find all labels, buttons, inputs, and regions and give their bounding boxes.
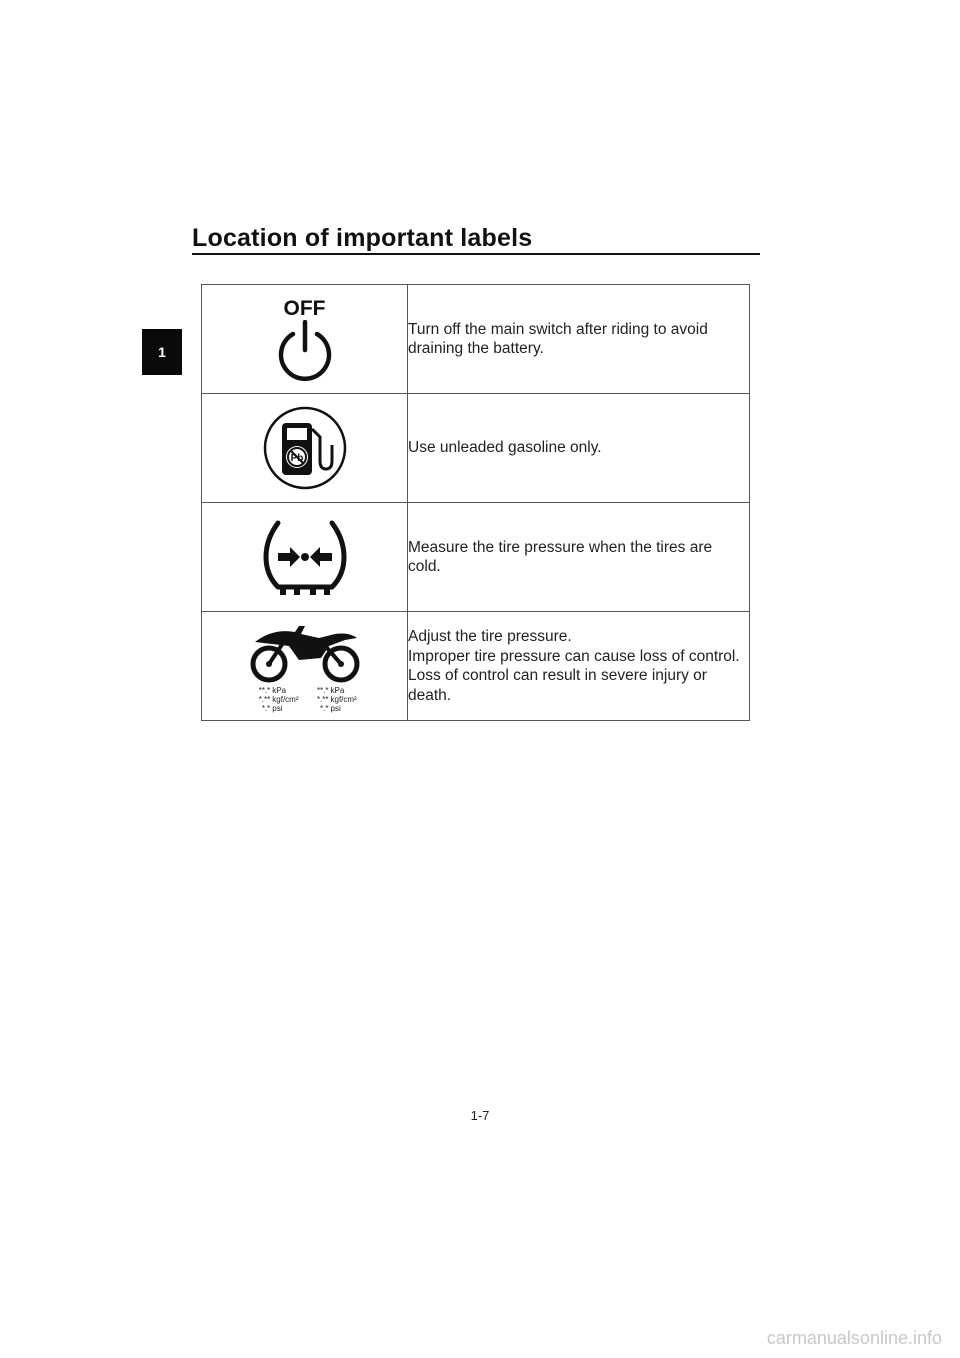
description-line: Measure the tire pressure when the tires are cold. [408,538,713,575]
label-icon-cell [202,612,408,721]
pressure-unit: psi [272,703,283,713]
page-title: Location of important labels [192,224,533,252]
pressure-unit: kPa [272,685,287,695]
label-row-main-switch [202,285,750,394]
label-description [408,285,750,394]
label-description [408,503,750,612]
description-line: Adjust the tire pressure. [408,628,572,645]
labels-table [201,284,750,721]
tire-pressure-icon [262,517,348,597]
unleaded-fuel-pump-icon [262,405,348,491]
pressure-value: **.* [316,685,329,695]
pressure-unit: psi [330,703,341,713]
pressure-unit: kgf/cm² [272,694,299,704]
description-line: Use unleaded gasoline only. [408,439,602,457]
label-description [408,394,750,503]
pressure-value: *.* [261,703,271,713]
title-rule [192,253,760,255]
label-description [408,612,750,721]
motorcycle-icon [249,620,361,684]
power-off-icon [273,320,337,382]
description-line: Improper tire pressure can cause loss of control. [408,647,740,665]
pressure-unit: kPa [330,685,345,695]
chapter-tab: 1 [142,329,182,375]
pressure-value: *.* [320,703,329,713]
description-line: Turn off the main switch after riding to avoid draining the battery. [408,320,708,357]
label-icon-cell [202,503,408,612]
label-row-unleaded-fuel [202,394,750,503]
watermark: carmanualsonline.info [766,1328,942,1348]
front-tire-pressure [252,686,298,713]
pressure-value: *.** [258,694,271,704]
pressure-value: *.** [316,694,329,704]
label-icon-cell [202,285,408,394]
label-icon-cell [202,394,408,503]
label-row-tire-cold [202,503,750,612]
pressure-unit: kgf/cm² [330,694,357,704]
label-row-tire-pressure [202,612,750,721]
off-label: OFF [283,297,326,320]
pressure-value: **.* [258,685,271,695]
description-line: Loss of control can result in severe injury or death. [408,667,707,704]
svg-text:Pb: Pb [290,453,303,464]
page-number: 1-7 [470,1108,490,1123]
rear-tire-pressure [311,686,357,713]
tire-pressure-values [202,686,407,713]
